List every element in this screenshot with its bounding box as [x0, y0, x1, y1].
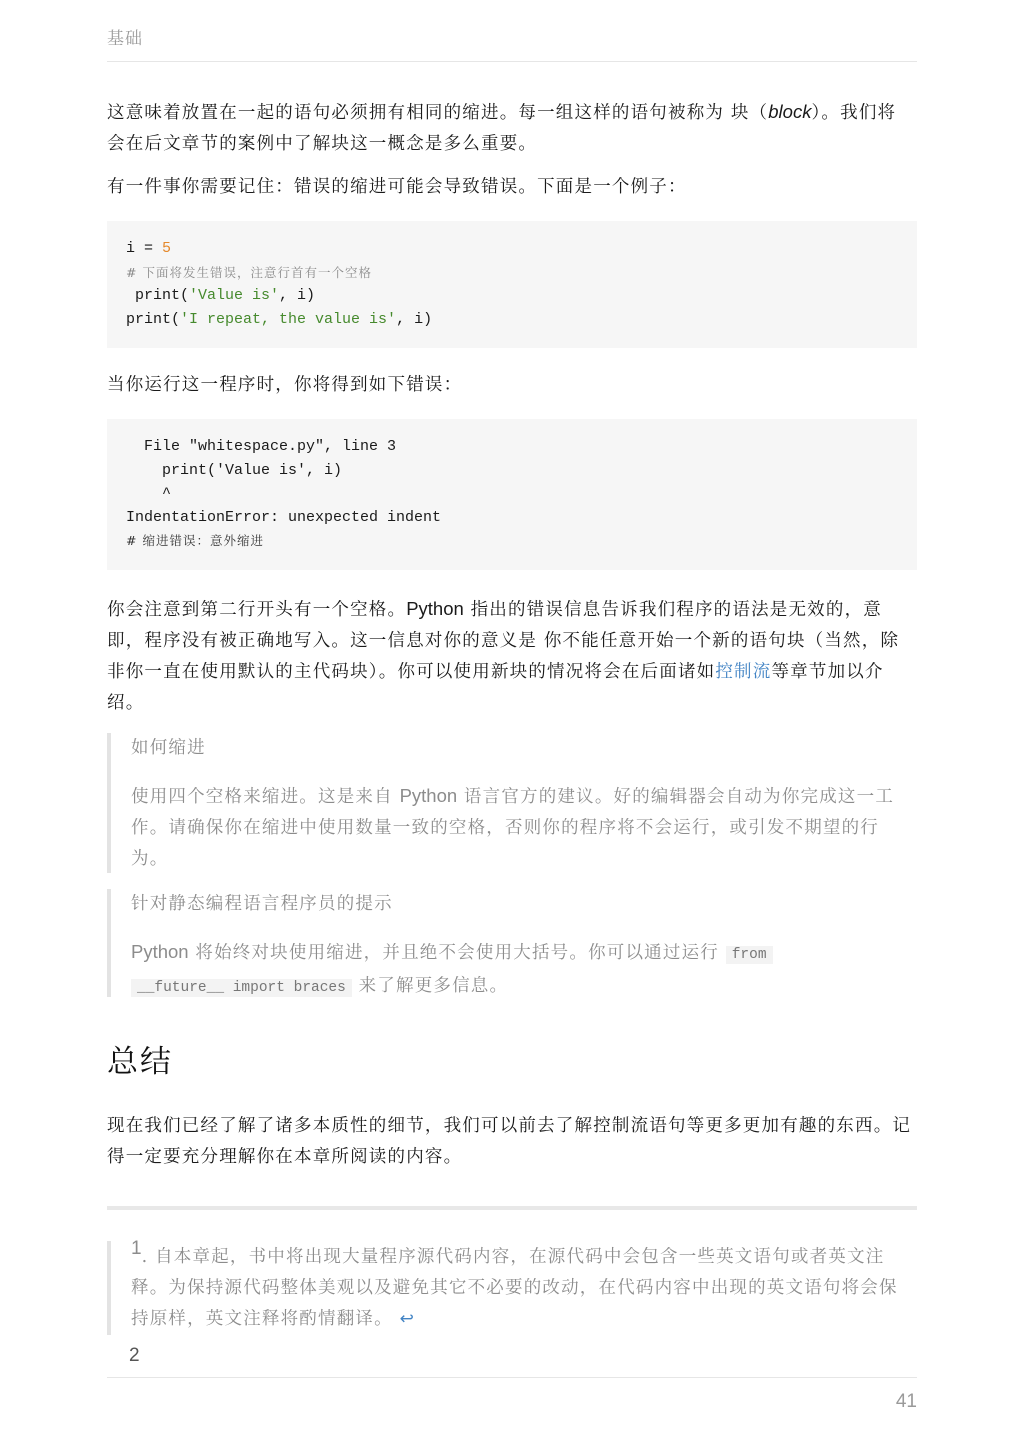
quote-text: Python 将始终对块使用缩进，并且绝不会使用大括号。你可以通过运行 from __future__ import braces 来了解更多信息。	[131, 936, 912, 1004]
footnote-text: 1. 自本章起，书中将出现大量程序源代码内容，在源代码中会包含一些英文语句或者英文注释。为保持源代码整体美观以及避免其它不必要的改动，在代码内容中出现的英文语句将会保持原样，英文注释将酌情翻译。 ↩	[131, 1238, 898, 1329]
code-line: i = 5	[126, 240, 172, 257]
code-line: print('Value is', i)	[126, 461, 343, 479]
code-line: File "whitespace.py", line 3	[126, 438, 397, 455]
page-number: 41	[895, 1391, 917, 1412]
code-line: print('I repeat, the value is', i)	[126, 310, 433, 328]
p1-block-term: block	[768, 101, 812, 122]
quote-title: 如何缩进	[131, 738, 206, 758]
p1-text-b: ）。我们将会在后文章节的案例中了解块这一概念是多么重要。	[107, 103, 897, 154]
header-divider	[107, 61, 917, 62]
footnotes-divider	[107, 1206, 917, 1210]
paragraph-error-explanation: 你会注意到第二行开头有一个空格。Python 指出的错误信息告诉我们程序的语法是无效的，意即，程序没有被正确地写入。这一信息对你的意义是 你不能任意开始一个新的语句块（当然，除非你一直在使用默认的主代码块）。你可以使用新块的情况将会在后面诸如控制流等章节加以介绍。	[107, 598, 900, 713]
running-header: 基础	[107, 29, 143, 49]
paragraph-block-intro	[107, 96, 912, 160]
code-line: IndentationError: unexpected indent	[126, 508, 442, 526]
inline-code-from: from	[726, 946, 773, 964]
quote-title: 针对静态编程语言程序员的提示	[131, 894, 393, 914]
code-comment-line: # 下面将发生错误，注意行首有一个空格	[126, 264, 372, 280]
paragraph-summary: 现在我们已经了解了诸多本质性的细节，我们可以前去了解控制流语句等更多更加有趣的东西。记得一定要充分理解你在本章所阅读的内容。	[107, 1116, 912, 1167]
code-comment-line: # 缩进错误：意外缩进	[126, 533, 264, 548]
inline-code-future-import: __future__ import braces	[131, 979, 352, 997]
blockquote-static-language-tip	[107, 889, 912, 997]
paragraph-indent-warning: 有一件事你需要记住：错误的缩进可能会导致错误。下面是一个例子：	[107, 177, 687, 197]
footnote-backref-icon[interactable]: ↩	[399, 1309, 416, 1329]
code-block-example	[107, 221, 917, 348]
code-line: ^	[126, 485, 172, 502]
code-block-error-output	[107, 419, 917, 570]
section-heading-summary: 总结	[107, 1044, 173, 1080]
control-flow-link[interactable]: 控制流	[715, 662, 772, 682]
footnote-2-number: 2	[129, 1345, 140, 1366]
code-line: print('Value is', i)	[126, 287, 316, 304]
p1-text-a: 这意味着放置在一起的语句必须拥有相同的缩进。每一组这样的语句被称为 块（	[107, 103, 769, 123]
footer-divider	[107, 1377, 917, 1378]
quote-text: 使用四个空格来缩进。这是来自 Python 语言官方的建议。好的编辑器会自动为你完成这一工作。请确保你在缩进中使用数量一致的空格，否则你的程序将不会运行，或引发不期望的行为。	[131, 785, 895, 869]
paragraph-run-error: 当你运行这一程序时，你将得到如下错误：	[107, 375, 463, 395]
footnote-number: 1	[131, 1238, 142, 1259]
footnote-1	[107, 1238, 912, 1335]
blockquote-how-to-indent	[107, 733, 912, 873]
